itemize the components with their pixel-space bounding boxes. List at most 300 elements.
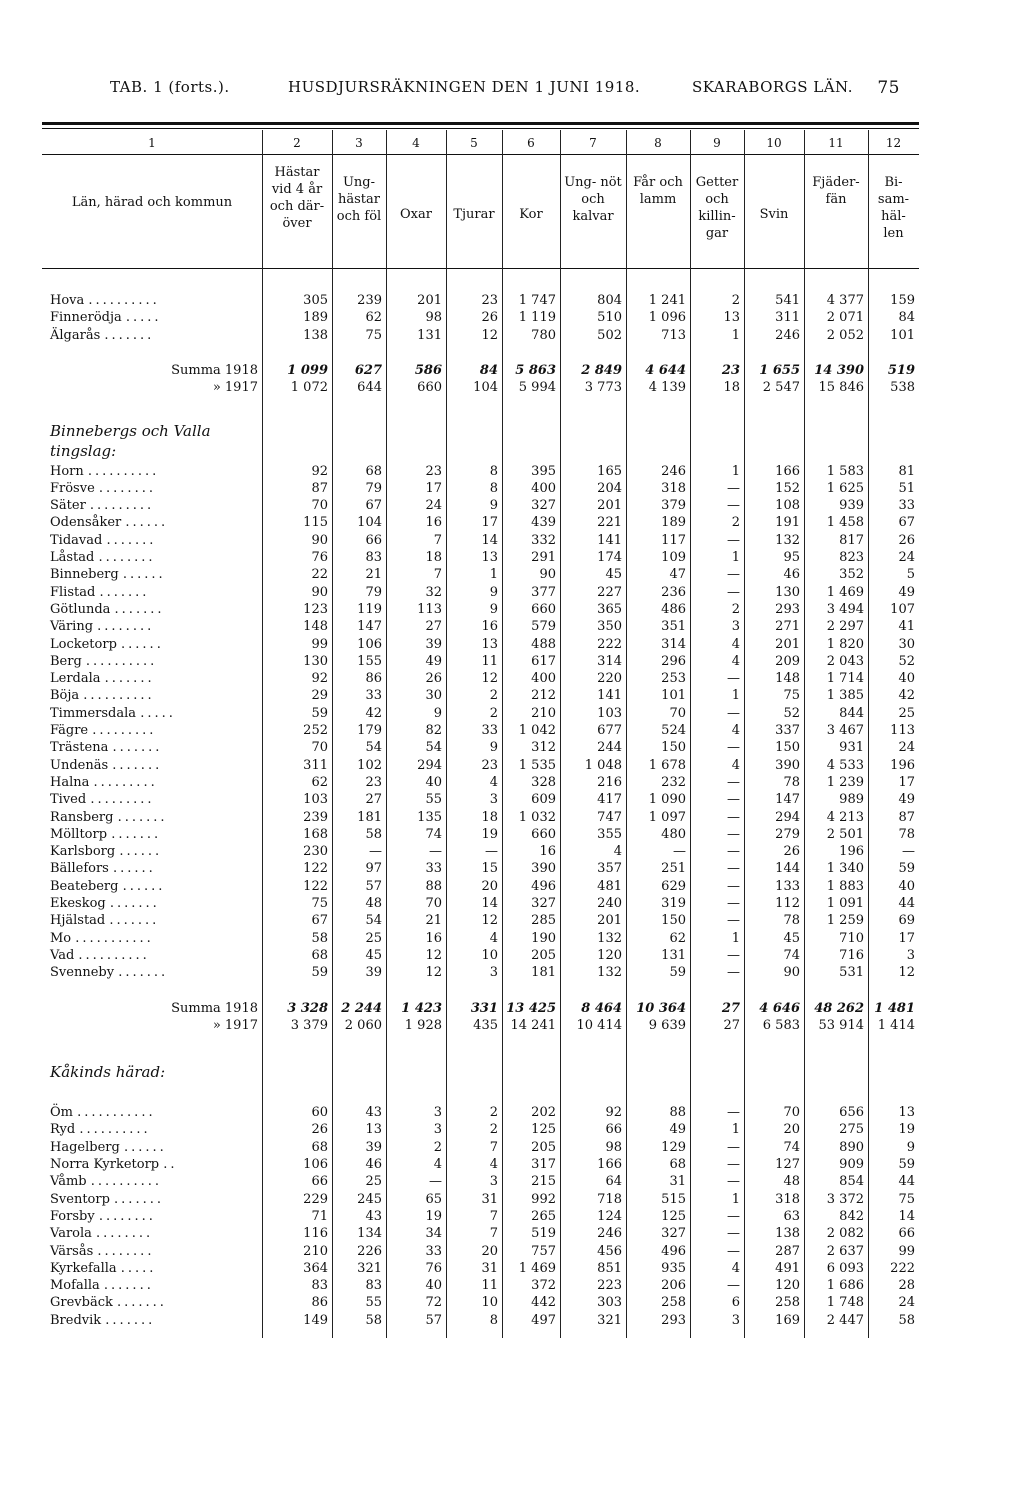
table-cell: 246 [597,1226,622,1242]
table-cell: 1 748 [826,1295,864,1311]
column-number: 10 [766,136,782,150]
table-cell: 205 [531,947,556,963]
row-label: Halna ......... [50,774,158,790]
column-header: Län, härad och kommun [71,195,233,210]
table-cell: 166 [775,463,800,479]
table-cell: 78 [783,913,800,929]
table-cell: 79 [365,480,382,496]
total-cell: 5 863 [515,362,556,378]
table-cell: 660 [531,601,556,617]
table-cell: 17 [481,515,498,531]
table-cell: 13 [365,1122,382,1138]
table-cell: 16 [539,844,556,860]
column-number: 11 [828,136,844,150]
table-cell: 9 [489,498,498,514]
row-label: Hagelberg ...... [50,1139,167,1155]
table-cell: 510 [597,310,622,326]
table-cell: 515 [661,1191,686,1207]
table-cell: 70 [311,498,328,514]
table-cell: 57 [365,878,382,894]
table-cell: — [727,1157,740,1172]
table-cell: 21 [425,913,442,929]
top-rule-thin [42,128,919,129]
table-cell: 780 [531,327,556,343]
table-cell: 74 [425,826,442,842]
table-cell: 332 [531,532,556,548]
row-label: Mo ........... [50,930,154,946]
row-label: Varola ........ [50,1226,154,1242]
table-cell: 7 [433,532,442,548]
table-cell: 2 [489,705,498,721]
table-cell: 246 [775,327,800,343]
row-label: Karlsborg ...... [50,844,163,860]
page-number: 75 [877,78,900,98]
column-number: 8 [654,136,662,150]
column-header: Getter och killin- gar [695,175,739,241]
table-cell: 617 [531,653,556,669]
table-cell: 851 [597,1260,622,1276]
row-label: Timmersdala ..... [50,705,176,721]
table-cell: 74 [783,1139,800,1155]
table-cell: 357 [597,861,622,877]
column-number: 7 [589,136,597,150]
table-cell: 1 097 [648,809,686,825]
table-cell: 456 [597,1243,622,1259]
table-cell: 1 458 [826,515,864,531]
row-label: Låstad ........ [50,550,156,565]
table-cell: 24 [425,498,442,514]
table-cell: — [727,965,740,981]
row-label: Älgarås ....... [50,327,155,343]
table-cell: 355 [597,826,622,842]
column-divider [560,130,561,1338]
total-cell: 27 [721,1000,740,1016]
table-cell: 8 [489,480,498,496]
table-cell: 226 [357,1243,382,1259]
table-cell: — [727,498,740,514]
table-cell: 27 [425,619,442,635]
table-cell: 16 [425,515,442,531]
table-cell: 7 [489,1226,498,1242]
table-cell: 16 [425,930,442,946]
total-cell: 6 583 [762,1017,800,1033]
table-cell: 3 372 [826,1191,864,1207]
column-divider [626,130,627,1338]
table-cell: 75 [365,327,382,343]
table-cell: 201 [775,636,800,652]
table-cell: 3 467 [826,723,864,738]
total-cell: 4 139 [648,380,686,396]
table-cell: 99 [898,1243,915,1259]
table-cell: 252 [303,723,328,738]
total-cell: 84 [479,362,498,378]
table-cell: 49 [898,584,915,600]
table-cell: 130 [303,653,328,669]
table-cell: 131 [417,327,442,343]
table-cell: 39 [425,636,442,652]
table-cell: 1 032 [518,809,556,825]
table-cell: 104 [357,515,382,531]
table-cell: 87 [311,480,328,496]
table-cell: 2 082 [826,1226,864,1242]
table-cell: 314 [661,636,686,652]
column-header: Fjäder- fän [812,175,860,207]
table-cell: 609 [531,792,556,808]
table-cell: 350 [597,619,622,635]
column-divider [262,130,263,1338]
column-header: Ung- hästar och föl [336,175,382,224]
table-cell: 3 [489,792,498,808]
table-cell: 265 [531,1208,556,1224]
table-cell: 150 [775,740,800,756]
table-cell: 59 [311,965,328,981]
total-cell: 2 060 [344,1017,382,1033]
table-cell: 33 [365,688,382,704]
table-cell: 3 [731,619,740,635]
table-cell: 71 [311,1208,328,1224]
table-cell: 442 [531,1295,556,1311]
table-cell: 115 [303,515,328,531]
table-cell: 45 [783,930,800,946]
total-cell: 538 [890,380,915,396]
table-cell: 2 [489,1122,498,1138]
table-cell: 62 [365,310,382,326]
column-divider [332,130,333,1338]
table-cell: 931 [839,740,864,756]
column-header: Hästar vid 4 år och där- över [269,165,325,231]
table-cell: 59 [311,705,328,721]
table-cell: 817 [839,532,864,548]
table-cell: 2 447 [826,1312,864,1328]
table-cell: 125 [531,1122,556,1138]
table-cell: 26 [481,310,498,326]
table-cell: 327 [661,1226,686,1242]
table-cell: 59 [669,965,686,981]
table-cell: 747 [597,809,622,825]
table-cell: 2 052 [826,327,864,343]
row-label: Fägre ......... [50,723,157,738]
header-bottom-rule [42,268,919,269]
table-cell: 26 [311,1122,328,1138]
table-cell: 134 [357,1226,382,1242]
table-cell: 30 [425,688,442,704]
table-cell: — [902,844,915,860]
table-cell: 4 [433,1157,442,1172]
table-cell: 1 714 [826,671,864,687]
table-cell: 32 [425,584,442,600]
row-label: Svenneby ....... [50,965,169,981]
table-cell: 579 [531,619,556,635]
table-cell: 10 [481,1295,498,1311]
table-cell: 103 [303,792,328,808]
column-number: 12 [885,136,902,150]
table-cell: 205 [531,1139,556,1155]
table-cell: 7 [489,1139,498,1155]
column-number: 2 [293,136,301,150]
table-cell: 55 [365,1295,382,1311]
table-cell: 174 [597,550,622,565]
table-cell: 123 [303,601,328,617]
table-cell: 67 [311,913,328,929]
row-label: Lerdala ....... [50,671,155,687]
table-cell: 90 [539,567,556,583]
top-rule [42,122,919,125]
table-cell: 12 [898,965,915,981]
table-cell: 12 [481,671,498,687]
table-cell: — [727,861,740,877]
table-cell: 79 [365,584,382,600]
table-cell: 166 [597,1157,622,1172]
table-cell: 4 533 [826,757,864,773]
table-cell: 7 [489,1208,498,1224]
table-cell: 1 090 [648,792,686,808]
row-label: Ryd .......... [50,1122,151,1138]
table-cell: 935 [661,1260,686,1276]
table-cell: 122 [303,861,328,877]
table-cell: 19 [481,826,498,842]
table-cell: 417 [597,792,622,808]
row-label: Våmb .......... [50,1174,163,1190]
table-cell: — [727,826,740,842]
table-cell: 1 091 [826,896,864,911]
table-cell: 54 [365,913,382,929]
table-cell: 317 [531,1157,556,1172]
table-cell: 844 [839,705,864,721]
table-cell: 68 [669,1157,686,1172]
table-cell: 1 820 [826,636,864,652]
table-cell: 33 [425,861,442,877]
total-cell: 2 849 [581,362,622,378]
table-cell: 51 [898,480,915,496]
table-cell: 275 [839,1122,864,1138]
table-cell: 57 [425,1312,442,1328]
total-label: Summa 1918 [171,362,258,378]
table-cell: 2 501 [826,826,864,842]
section-title: Kåkinds härad: [50,1063,166,1082]
table-cell: 716 [839,947,864,963]
table-cell: 49 [669,1122,686,1138]
table-cell: 365 [597,601,622,617]
table-cell: 181 [357,809,382,825]
table-cell: 3 [489,965,498,981]
row-label: Berg .......... [50,653,158,669]
row-label: Forsby ........ [50,1208,156,1224]
table-cell: — [727,705,740,721]
table-cell: 1 583 [826,463,864,479]
table-cell: 92 [311,463,328,479]
table-cell: 327 [531,896,556,911]
table-cell: 3 494 [826,601,864,617]
table-cell: 62 [311,774,328,790]
total-cell: 3 379 [290,1017,328,1033]
table-cell: 169 [775,1312,800,1328]
table-cell: — [673,844,686,860]
table-cell: 19 [898,1122,915,1138]
table-cell: 223 [597,1278,622,1294]
table-cell: 13 [723,310,740,326]
table-cell: 43 [365,1105,382,1121]
table-cell: 491 [775,1260,800,1276]
table-cell: — [429,1174,442,1190]
row-label: Götlunda ....... [50,601,165,617]
table-cell: 992 [531,1191,556,1207]
table-cell: 244 [597,740,622,756]
table-cell: 210 [303,1243,328,1259]
table-cell: 125 [661,1208,686,1224]
table-cell: 65 [425,1191,442,1207]
table-cell: 1 048 [584,757,622,773]
table-cell: 379 [661,498,686,514]
table-cell: 222 [597,636,622,652]
table-cell: 64 [605,1174,622,1190]
column-divider [690,130,691,1338]
total-label: Summa 1918 [171,1000,258,1016]
table-cell: 138 [303,327,328,343]
table-cell: 54 [365,740,382,756]
table-cell: 2 [731,515,740,531]
row-label: Beateberg ...... [50,878,166,894]
table-cell: 989 [839,792,864,808]
table-cell: 1 [731,1122,740,1138]
table-cell: 31 [481,1260,498,1276]
table-cell: 713 [661,327,686,343]
table-cell: 328 [531,774,556,790]
total-cell: 3 328 [287,1000,328,1016]
row-label: Sventorp ....... [50,1191,164,1207]
column-divider [744,130,745,1338]
table-cell: 6 [731,1295,740,1311]
table-cell: 6 093 [826,1260,864,1276]
table-cell: 112 [775,896,800,911]
table-cell: 14 [481,532,498,548]
table-cell: 33 [898,498,915,514]
section-title: Binnebergs och Valla tingslag: [50,421,211,460]
table-cell: 58 [898,1312,915,1328]
table-cell: 4 [731,757,740,773]
table-cell: 390 [775,757,800,773]
total-cell: 2 244 [341,1000,382,1016]
table-cell: 372 [531,1278,556,1294]
table-cell: 656 [839,1105,864,1121]
table-cell: 27 [365,792,382,808]
table-cell: 59 [898,1157,915,1172]
table-cell: 33 [425,1243,442,1259]
table-cell: 141 [597,532,622,548]
row-label: Flistad ....... [50,584,150,600]
table-reference: TAB. 1 (forts.). [110,78,230,96]
table-cell: 305 [303,293,328,308]
table-cell: — [727,947,740,963]
column-header: Tjurar [453,207,495,222]
table-cell: 10 [481,947,498,963]
total-cell: 1 423 [401,1000,442,1016]
table-cell: 189 [303,310,328,326]
table-cell: 72 [425,1295,442,1311]
table-cell: 311 [303,757,328,773]
table-cell: 46 [365,1157,382,1172]
table-cell: 502 [597,327,622,343]
total-cell: 627 [354,362,382,378]
table-cell: — [727,1208,740,1224]
total-cell: 1 928 [404,1017,442,1033]
table-cell: 480 [661,826,686,842]
table-cell: 92 [311,671,328,687]
table-cell: 150 [661,740,686,756]
table-cell: 251 [661,861,686,877]
table-cell: 26 [425,671,442,687]
table-cell: 44 [898,1174,915,1190]
table-cell: 66 [311,1174,328,1190]
table-cell: 70 [783,1105,800,1121]
table-cell: 24 [898,1295,915,1311]
table-cell: 239 [303,809,328,825]
table-cell: — [727,584,740,600]
table-cell: — [727,913,740,929]
table-cell: 138 [775,1226,800,1242]
total-cell: 586 [414,362,442,378]
table-cell: 113 [417,601,442,617]
table-cell: 258 [661,1295,686,1311]
row-label: Mofalla ....... [50,1278,154,1294]
table-cell: 496 [531,878,556,894]
table-cell: 86 [311,1295,328,1311]
total-cell: 5 994 [518,380,556,396]
table-cell: 52 [783,705,800,721]
table-cell: 20 [481,1243,498,1259]
table-cell: 804 [597,293,622,308]
table-cell: 939 [839,498,864,514]
table-cell: 294 [775,809,800,825]
table-cell: 152 [775,480,800,496]
table-cell: 4 [731,636,740,652]
table-cell: 190 [531,930,556,946]
table-cell: 337 [775,723,800,738]
table-cell: 11 [481,653,498,669]
table-cell: 83 [311,1278,328,1294]
table-cell: 84 [898,310,915,326]
table-cell: 531 [839,965,864,981]
table-cell: 88 [425,878,442,894]
table-cell: 2 [731,601,740,617]
table-cell: 1 [731,463,740,479]
column-header: Svin [759,207,789,222]
table-cell: 147 [357,619,382,635]
row-label: Hjälstad ....... [50,913,160,929]
table-cell: — [727,532,740,548]
table-cell: 26 [898,532,915,548]
table-cell: 25 [898,705,915,721]
table-cell: — [369,844,382,860]
table-cell: 271 [775,619,800,635]
column-header: Kor [519,207,543,222]
table-cell: 757 [531,1243,556,1259]
total-cell: 13 425 [506,1000,556,1016]
table-cell: 196 [839,844,864,860]
total-cell: 14 390 [814,362,864,378]
table-cell: 24 [898,550,915,565]
table-cell: 204 [597,480,622,496]
page-title: HUSDJURSRÄKNINGEN DEN 1 JUNI 1918. [288,78,641,96]
table-cell: — [727,878,740,894]
table-cell: 312 [531,740,556,756]
table-cell: 120 [597,947,622,963]
table-cell: 2 071 [826,310,864,326]
row-label: Horn .......... [50,463,160,479]
table-cell: 279 [775,826,800,842]
table-cell: 75 [311,896,328,911]
table-cell: 24 [898,740,915,756]
table-cell: 12 [425,947,442,963]
